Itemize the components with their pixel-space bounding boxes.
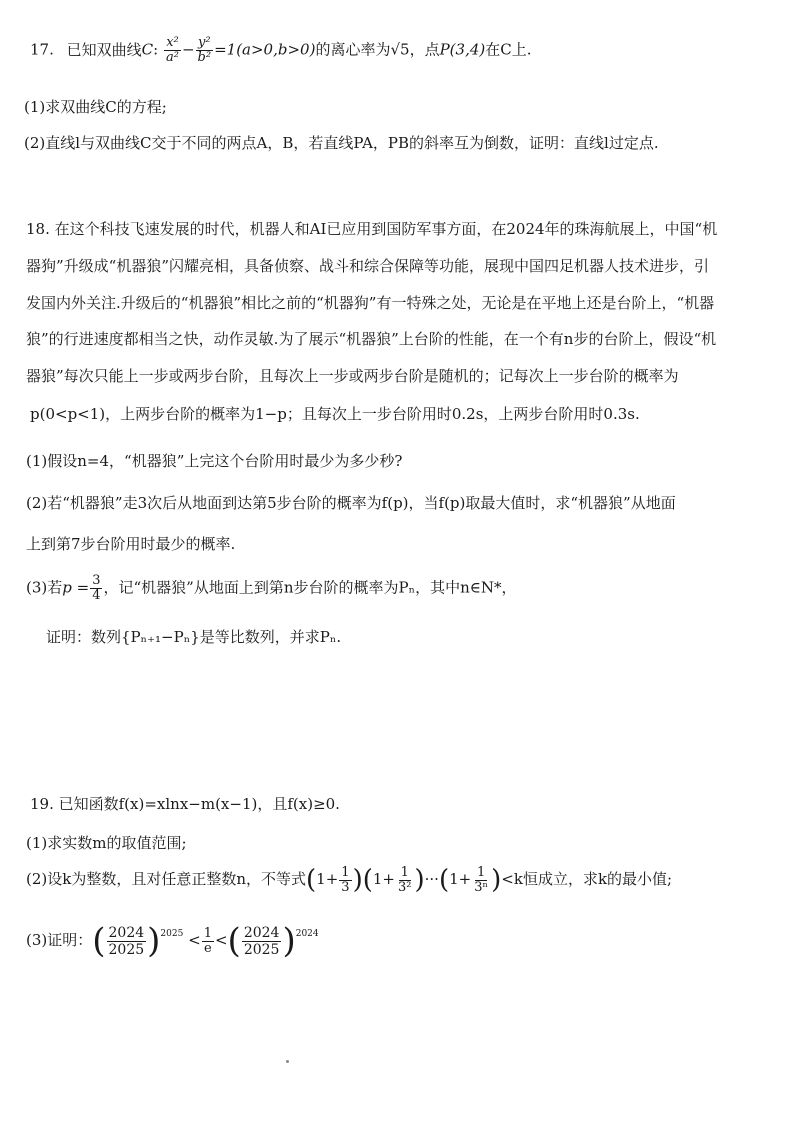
- q19-part2-post: <k恒成立，求k的最小值;: [501, 870, 673, 888]
- q19-stem: 19. 已知函数f(x)=xlnx−m(x−1)，且f(x)≥0.: [30, 795, 340, 813]
- q19-lt-1: <: [188, 931, 201, 949]
- q19-exp-2025: 2025: [160, 929, 184, 939]
- q17-part1: (1)求双曲线C的方程;: [24, 98, 167, 116]
- q19-paren-close-a: ): [147, 921, 161, 961]
- q19-lt-2: <: [214, 931, 228, 949]
- q18-line2: 器狗”升级成“机器狼”闪耀亮相，具备侦察、战斗和综合保障等功能，展现中国四足机器人技术进步，引: [26, 257, 710, 275]
- q19-dots: ···: [424, 870, 439, 888]
- q18-line1: 18. 在这个科技飞速发展的时代，机器人和AI已应用到国防军事方面，在2024年的珠海航展上，中国“机: [26, 220, 718, 238]
- q19-paren-close-2: ): [414, 865, 425, 895]
- q19-paren-open-3: (: [438, 865, 450, 895]
- q19-one-plus-2: 1+: [372, 870, 395, 888]
- q18-part3: [26, 574, 516, 603]
- q17-condition: =1(a>0,b>0): [214, 40, 316, 59]
- q19-frac-3-den: 3ⁿ: [474, 879, 489, 895]
- q17-number: 17.: [30, 40, 54, 59]
- q19-frac-2: [396, 866, 413, 895]
- q19-part2-pre: (2)设k为整数，且对任意正整数n，不等式: [26, 870, 306, 888]
- q19-paren-open-2: (: [362, 865, 373, 895]
- q17-colon: :: [153, 40, 159, 59]
- q17-point: P(3,4): [439, 40, 486, 59]
- q18-part3-post: ，记“机器狼”从地面上到第n步台阶的概率为Pₙ，其中n∈N*，: [103, 578, 517, 597]
- q18-part3-proof: 证明：数列{Pₙ₊₁−Pₙ}是等比数列，并求Pₙ.: [46, 628, 342, 646]
- q19-part1: (1)求实数m的取值范围;: [26, 834, 187, 852]
- q19-frac-2-den: 3²: [398, 879, 412, 895]
- q19-frac-e-den: e: [203, 940, 212, 956]
- q17-frac-x: [164, 36, 181, 65]
- q18-line6: p(0<p<1)，上两步台阶的概率为1−p；且每次上一步台阶用时0.2s，上两步台阶用时0.3s.: [30, 405, 640, 423]
- q17-curve-label: C: [141, 40, 154, 59]
- q18-part2-a: (2)若“机器狼”走3次后从地面到达第5步台阶的概率为f(p)，当f(p)取最大值时，求“机器狼”从地面: [26, 494, 676, 512]
- q18-line5: 器狼”每次只能上一步或两步台阶，且每次上一步或两步台阶是随机的；记每次上一步台阶的概率为: [26, 367, 679, 385]
- q19-frac-a-num: 2024: [108, 924, 145, 941]
- q19-exp-2024: 2024: [295, 929, 319, 939]
- q17-frac-y: [196, 36, 214, 65]
- q19-one-plus-1: 1+: [316, 870, 339, 888]
- q19-paren-close-3: ): [491, 865, 502, 895]
- q19-part2: [26, 862, 672, 896]
- q17-mid: 的离心率为: [315, 40, 391, 59]
- q19-part3-pre: (3)证明：: [26, 931, 93, 949]
- q17-stem: [30, 36, 531, 65]
- q17-on-c: 在C上.: [485, 40, 532, 59]
- q17-frac-y-den: b²: [197, 50, 212, 65]
- scan-speck: [286, 1060, 289, 1063]
- q19-frac-b-num: 2024: [243, 924, 280, 941]
- q18-line4: 狼”的行进速度都相当之快，动作灵敏.为了展示“机器狼”上台阶的性能，在一个有n步的台阶上，假设“机: [26, 330, 717, 348]
- q19-frac-1-den: 3: [341, 879, 350, 895]
- q19-frac-b: [242, 925, 282, 958]
- q17-minus: −: [181, 40, 195, 59]
- q17-frac-x-num: x²: [166, 35, 179, 50]
- q18-line3: 发国内外关注.升级后的“机器狼”相比之前的“机器狗”有一特殊之处，无论是在平地上还是台阶上，“机器: [26, 294, 715, 312]
- q17-eccentricity: √5: [390, 40, 410, 59]
- q18-part3-frac-num: 3: [92, 573, 101, 588]
- q18-part1: (1)假设n=4，“机器狼”上完这个台阶用时最少为多少秒?: [26, 452, 403, 470]
- q17-frac-y-num: y²: [198, 35, 211, 50]
- q19-frac-1: [339, 866, 351, 895]
- q19-frac-a: [107, 925, 147, 958]
- q19-frac-1-num: 1: [341, 864, 350, 880]
- q18-part3-frac: [90, 574, 102, 603]
- q19-frac-b-den: 2025: [243, 941, 280, 958]
- q17-point-text: ，点: [409, 40, 440, 59]
- q19-paren-close-b: ): [282, 921, 296, 961]
- q19-one-plus-3: 1+: [449, 870, 472, 888]
- q19-frac-3-num: 1: [477, 864, 486, 880]
- q19-frac-2-num: 1: [400, 864, 409, 880]
- q19-paren-open-b: (: [227, 921, 241, 961]
- q19-frac-3: [472, 866, 490, 895]
- q18-part3-pre: (3)若: [26, 578, 63, 597]
- q19-paren-close-1: ): [352, 865, 363, 895]
- q18-part2-b: 上到第7步台阶用时最少的概率.: [26, 535, 236, 553]
- q19-frac-a-den: 2025: [108, 941, 145, 958]
- q19-paren-open-a: (: [92, 921, 106, 961]
- q18-part3-frac-den: 4: [92, 588, 101, 603]
- q18-part3-p: p =: [62, 578, 90, 597]
- q17-part2: (2)直线l与双曲线C交于不同的两点A，B，若直线PA，PB的斜率互为倒数，证明：直线l过定点.: [24, 134, 659, 152]
- q17-intro: 已知双曲线: [66, 40, 142, 59]
- q19-part3: [26, 918, 319, 962]
- q19-frac-e: [202, 927, 214, 956]
- q19-paren-open-1: (: [306, 865, 317, 895]
- q17-frac-x-den: a²: [165, 50, 179, 65]
- q19-frac-e-num: 1: [203, 925, 212, 941]
